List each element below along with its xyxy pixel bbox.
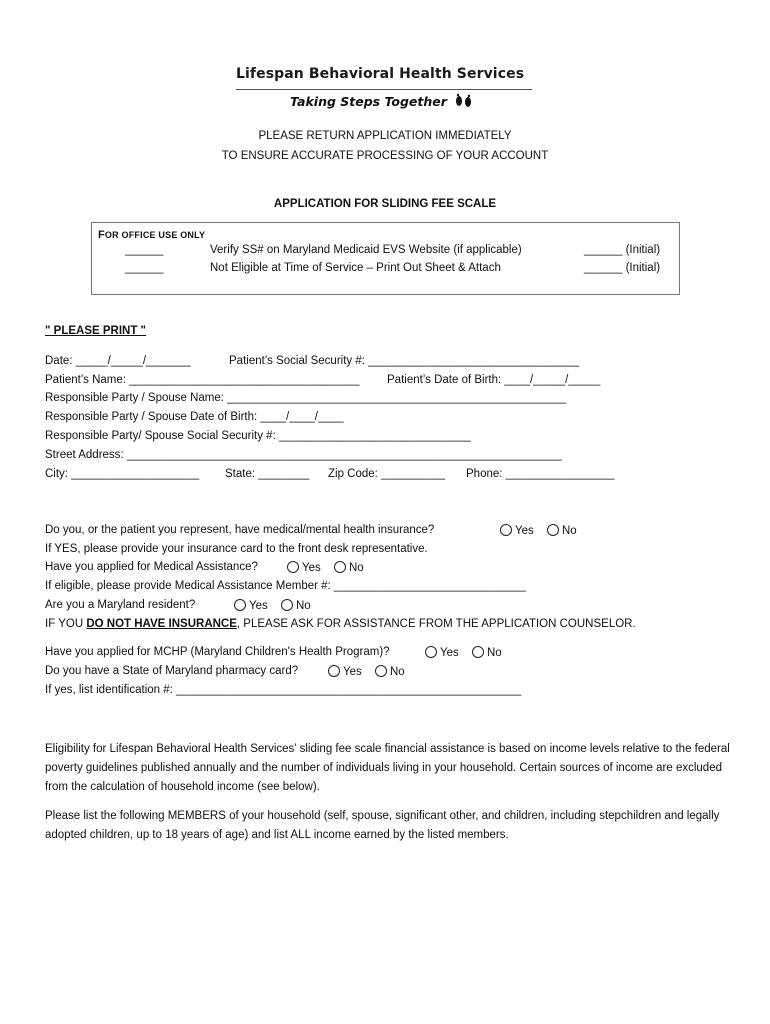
no-label: No <box>486 647 502 659</box>
tagline-text: Taking Steps Together <box>290 94 447 109</box>
pharmacy-yes-radio[interactable] <box>328 665 340 677</box>
no-insurance-notice: IF YOU DO NOT HAVE INSURANCE, PLEASE ASK FOR ASSISTANCE FROM THE APPLICATION COUNSELOR. <box>45 618 636 630</box>
insurance-yes-note: If YES, please provide your insurance card to the front desk representative. <box>45 543 428 555</box>
pharmacy-no-radio[interactable] <box>375 665 387 677</box>
no-label: No <box>389 666 405 678</box>
notice-line-1: PLEASE RETURN APPLICATION IMMEDIATELY <box>258 130 512 142</box>
insurance-question: Do you, or the patient you represent, have medical/mental health insurance? <box>45 524 435 536</box>
dob-field[interactable]: Patient’s Date of Birth: ____/_____/_____ <box>387 374 601 386</box>
office-use-box <box>91 222 680 295</box>
yes-label: Yes <box>440 647 459 659</box>
please-print-notice: " PLEASE PRINT " <box>45 325 147 337</box>
ssn-field[interactable]: Patient’s Social Security #: _________________________________ <box>229 355 580 367</box>
mchp-no-radio[interactable] <box>472 646 484 658</box>
ma-question: Have you applied for Medical Assistance? <box>45 561 258 573</box>
rp-name-field[interactable]: Responsible Party / Spouse Name: _____________________________________________________ <box>45 392 567 404</box>
office-blank-2[interactable]: ______ <box>125 262 164 274</box>
footprints-icon <box>453 93 475 109</box>
household-members-paragraph: Please list the following MEMBERS of your household (self, spouse, significant other, and children, including stepchildren and legally adopted children, up to 18 years of age) and list ALL income earned by the listed members. <box>45 810 720 841</box>
yes-label: Yes <box>249 600 268 612</box>
insurance-no-radio[interactable] <box>547 524 559 536</box>
md-no-radio[interactable] <box>281 599 293 611</box>
street-field[interactable]: Street Address: ____________________________________________________________________ <box>45 449 562 461</box>
logo-tagline <box>290 93 475 109</box>
ma-options <box>287 561 364 574</box>
logo-divider <box>236 89 532 90</box>
no-label: No <box>348 562 364 574</box>
insurance-yes-radio[interactable] <box>500 524 512 536</box>
state-field[interactable]: State: ________ <box>225 468 310 480</box>
insurance-options <box>500 524 577 537</box>
pharmacy-options <box>328 665 405 678</box>
md-resident-options <box>234 599 311 612</box>
mchp-options <box>425 646 502 659</box>
no-insurance-emphasis: DO NOT HAVE INSURANCE <box>86 618 237 630</box>
rp-ssn-field[interactable]: Responsible Party/ Spouse Social Security #: ______________________________ <box>45 430 471 442</box>
office-initial-1[interactable]: ______ (Initial) <box>584 244 661 256</box>
no-label: No <box>295 600 311 612</box>
pharmacy-id-field[interactable]: If yes, list identification #: ______________________________________________________ <box>45 684 522 696</box>
form-title: APPLICATION FOR SLIDING FEE SCALE <box>273 198 497 210</box>
office-initial-2[interactable]: ______ (Initial) <box>584 262 661 274</box>
office-blank-1[interactable]: ______ <box>125 244 164 256</box>
notice-line-2: TO ENSURE ACCURATE PROCESSING OF YOUR ACCOUNT <box>221 150 549 162</box>
patient-name-field[interactable]: Patient’s Name: ____________________________________ <box>45 374 360 386</box>
phone-field[interactable]: Phone: _________________ <box>466 468 615 480</box>
md-yes-radio[interactable] <box>234 599 246 611</box>
rp-dob-field[interactable]: Responsible Party / Spouse Date of Birth: ____/____/____ <box>45 411 344 423</box>
ma-member-field[interactable]: If eligible, please provide Medical Assistance Member #: ______________________________ <box>45 580 526 592</box>
yes-label: Yes <box>302 562 321 574</box>
no-label: No <box>561 525 577 537</box>
md-resident-question: Are you a Maryland resident? <box>45 599 196 611</box>
ma-no-radio[interactable] <box>334 561 346 573</box>
ma-yes-radio[interactable] <box>287 561 299 573</box>
pharmacy-question: Do you have a State of Maryland pharmacy card? <box>45 665 299 677</box>
office-use-label: FOR OFFICE USE ONLY <box>98 229 206 241</box>
logo-title <box>236 66 524 82</box>
zip-field[interactable]: Zip Code: __________ <box>328 468 446 480</box>
office-row-1-text: Verify SS# on Maryland Medicaid EVS Website (if applicable) <box>210 244 522 256</box>
office-row-2-text: Not Eligible at Time of Service – Print Out Sheet & Attach <box>210 262 501 274</box>
logo-text: Lifespan Behavioral Health Services <box>236 66 525 82</box>
yes-label: Yes <box>343 666 362 678</box>
mchp-question: Have you applied for MCHP (Maryland Children's Health Program)? <box>45 646 390 658</box>
date-field[interactable]: Date: _____/_____/_______ <box>45 355 191 367</box>
mchp-yes-radio[interactable] <box>425 646 437 658</box>
eligibility-paragraph: Eligibility for Lifespan Behavioral Health Services’ sliding fee scale financial assistance is based on income levels relative to the federal poverty guidelines published annually and the number of individuals living in your household. Certain sources of income are excluded from the calculation of household income (see below). <box>45 743 730 793</box>
city-field[interactable]: City: ____________________ <box>45 468 200 480</box>
yes-label: Yes <box>515 525 534 537</box>
logo <box>236 58 536 114</box>
